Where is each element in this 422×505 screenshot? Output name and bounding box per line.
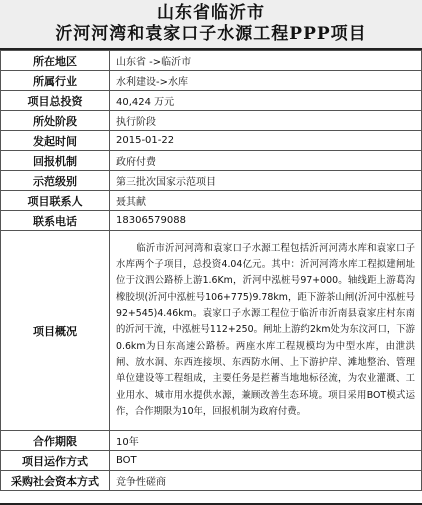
row-label: 所处阶段 xyxy=(1,111,110,131)
row-value: 聂其献 xyxy=(110,191,422,211)
table-row xyxy=(1,151,422,171)
table-row xyxy=(1,471,422,491)
table-row xyxy=(1,131,422,151)
row-label: 所在地区 xyxy=(1,51,110,71)
row-value: 水利建设->水库 xyxy=(110,71,422,91)
row-value: 40,424 万元 xyxy=(110,91,422,111)
row-label: 联系电话 xyxy=(1,211,110,231)
row-label: 所属行业 xyxy=(1,71,110,91)
overview-label: 项目概况 xyxy=(1,231,110,431)
row-label: 合作期限 xyxy=(1,431,110,451)
row-value: 10年 xyxy=(110,431,422,451)
table-row xyxy=(1,451,422,471)
row-label: 项目运作方式 xyxy=(1,451,110,471)
row-value: 第三批次国家示范项目 xyxy=(110,171,422,191)
table-row xyxy=(1,71,422,91)
table-row xyxy=(1,51,422,71)
table-row xyxy=(1,171,422,191)
title-header xyxy=(0,0,422,50)
table-row xyxy=(1,191,422,211)
table-row xyxy=(1,431,422,451)
table-row-overview xyxy=(1,231,422,431)
row-label: 发起时间 xyxy=(1,131,110,151)
row-value: 执行阶段 xyxy=(110,111,422,131)
row-value: 2015-01-22 xyxy=(110,131,422,151)
overview-text-cell xyxy=(110,231,422,431)
title-region: 山东省临沂市 xyxy=(157,3,265,23)
overview-text: 临沂市沂河河湾和袁家口子水源工程包括沂河河湾水库和袁家口子水库两个子项目，总投资4.04亿元。其中：沂河河湾水库工程拟建闸址位于汶泗公路桥上游1.6Km，沂河中泓桩号97+000。轴线距上游葛沟橡胶坝(沂河中泓桩号106+775)9.78km，距下游茶山闸(沂河中泓桩号92+545)4.46km。袁家口子水源工程位于临沂市沂南县袁家庄村东南的沂河干流，中泓桩号112+250。闸址上游约2km处为东汶河口，下游0.6km为日东高速公路桥。两座水库工程规模均为中型水库，由泄洪闸、放水洞、东西连接坝、东西防水闸、上下游护岸、滩地整治、管理单位建设等工程组成，主要任务是拦蓄当地地标径流，为农业灌溉、工业用水、城市用水提供水源，兼顾改善生态环境。项目采用BOT模式运作，合作期限为10年，回报机制为政府付费。 xyxy=(116,242,415,417)
row-value: 山东省 ->临沂市 xyxy=(110,51,422,71)
table-row xyxy=(1,111,422,131)
title-project-name: 沂河河湾和袁家口子水源工程PPP项目 xyxy=(55,24,367,44)
table-row xyxy=(1,211,422,231)
row-label: 采购社会资本方式 xyxy=(1,471,110,491)
row-value: BOT xyxy=(110,451,422,471)
row-label: 示范级别 xyxy=(1,171,110,191)
project-info-table xyxy=(0,50,422,491)
row-label: 项目联系人 xyxy=(1,191,110,211)
row-value: 竞争性磋商 xyxy=(110,471,422,491)
row-value: 18306579088 xyxy=(110,211,422,231)
row-value: 政府付费 xyxy=(110,151,422,171)
table-row xyxy=(1,91,422,111)
row-label: 项目总投资 xyxy=(1,91,110,111)
row-label: 回报机制 xyxy=(1,151,110,171)
